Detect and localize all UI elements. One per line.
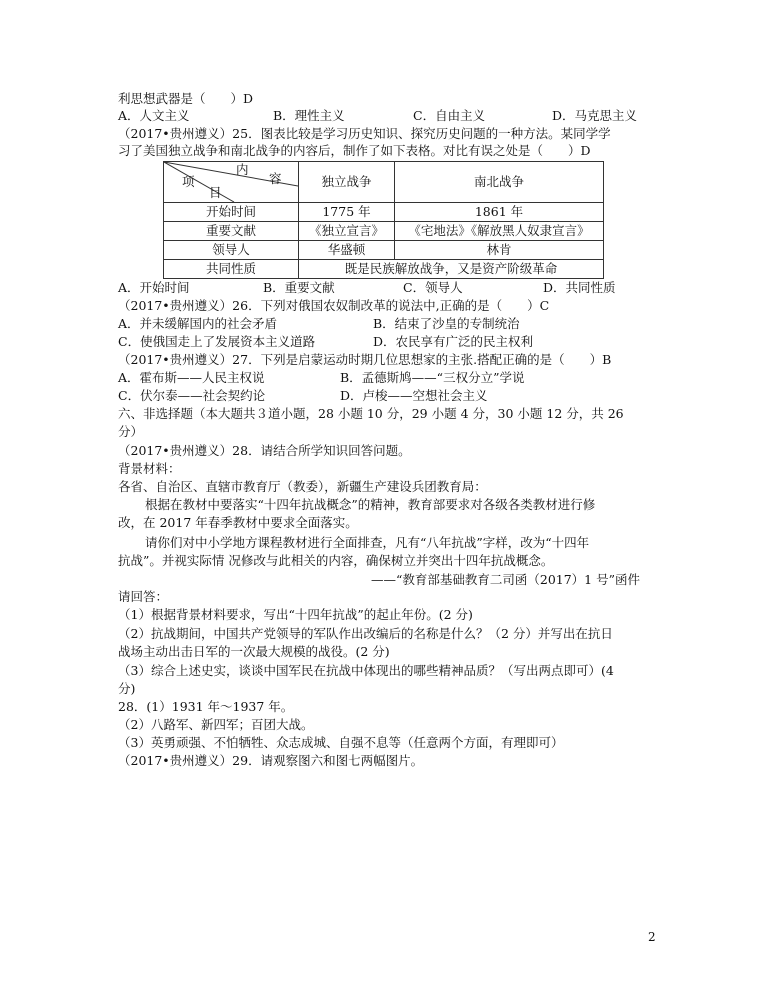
- corner-label: 容: [269, 171, 282, 186]
- table-cell: 《独立宣言》: [299, 222, 395, 241]
- option-b: B．孟德斯鸠——“三权分立”学说: [340, 370, 525, 385]
- row-label: 开始时间: [164, 203, 299, 222]
- option-d: D．共同性质: [543, 280, 616, 295]
- material-text: 抗战”。并视实际情 况修改与此相关的内容，确保树立并突出十四年抗战概念。: [118, 553, 554, 568]
- material-text: 各省、自治区、直辖市教育厅（教委），新疆生产建设兵团教育局：: [118, 479, 487, 494]
- option-a: A．开始时间: [118, 280, 190, 295]
- option-d: D．卢梭——空想社会主义: [340, 388, 488, 403]
- question-25-line1: （2017•贵州遵义）25．图表比较是学习历史知识、探究历史问题的一种方法。某同学学: [118, 126, 611, 141]
- answer-3: （3）英勇顽强、不怕牺牲、众志成城、自强不息等（任意两个方面，有理即可）: [118, 735, 564, 750]
- option-a: A．霍布斯——人民主权说: [118, 370, 265, 385]
- sub-question-2-cont: 战场主动出击日军的一次最大规模的战役。(2 分): [118, 644, 390, 659]
- question-27: （2017•贵州遵义）27．下列是启蒙运动时期几位思想家的主张.搭配正确的是（ ）B: [118, 352, 612, 367]
- option-d: D．农民享有广泛的民主权利: [373, 334, 534, 349]
- corner-label: 项: [182, 174, 195, 189]
- option-d: D．马克思主义: [552, 108, 638, 123]
- option-a: A．人文主义: [118, 108, 190, 123]
- sub-question-3: （3）综合上述史实，谈谈中国军民在抗战中体现出的哪些精神品质？（写出两点即可）(4: [118, 663, 614, 678]
- question-29: （2017•贵州遵义）29．请观察图六和图七两幅图片。: [118, 753, 424, 768]
- material-text: 改，在 2017 年春季教材中要求全面落实。: [118, 515, 358, 530]
- comparison-table: [163, 161, 604, 279]
- table-cell-merged: 既是民族解放战争，又是资产阶级革命: [299, 260, 604, 279]
- table-cell: 《宅地法》《解放黑人奴隶宣言》: [395, 222, 604, 241]
- corner-label: 目: [209, 185, 222, 200]
- row-label: 领导人: [164, 241, 299, 260]
- material-text: 根据在教材中要落实“十四年抗战概念”的精神，教育部要求对各级各类教材进行修: [145, 497, 596, 512]
- option-b: B．结束了沙皇的专制统治: [373, 316, 520, 331]
- question-26: （2017•贵州遵义）26．下列对俄国农奴制改革的说法中,正确的是（ ）C: [118, 298, 550, 313]
- table-cell: 华盛顿: [299, 241, 395, 260]
- option-b: B．理性主义: [273, 108, 345, 123]
- row-label: 共同性质: [164, 260, 299, 279]
- sub-question-1: （1）根据背景材料要求，写出“十四年抗战”的起止年份。(2 分): [118, 607, 473, 622]
- table-cell: 林肯: [395, 241, 604, 260]
- text-line: 利思想武器是（ ）D: [118, 91, 254, 106]
- material-text: 请你们对中小学地方课程教材进行全面排查，凡有“八年抗战”字样，改为“十四年: [145, 535, 590, 550]
- sub-question-2: （2）抗战期间，中国共产党领导的军队作出改编后的名称是什么？（2 分）并写出在抗日: [118, 626, 613, 641]
- corner-label: 内: [236, 162, 249, 177]
- material-label: 背景材料：: [118, 461, 181, 476]
- material-source: ——“教育部基础教育二司函（2017）1 号”函件: [370, 572, 640, 587]
- option-c: C．伏尔泰——社会契约论: [118, 388, 266, 403]
- option-b: B．重要文献: [263, 280, 335, 295]
- question-28: （2017•贵州遵义）28．请结合所学知识回答问题。: [118, 443, 411, 458]
- section-heading: 六、非选择题（本大题共３道小题，28 小题 10 分，29 小题 4 分，30 小题 12 分，共 26: [118, 406, 624, 421]
- option-a: A．并未缓解国内的社会矛盾: [118, 316, 278, 331]
- option-c: C．领导人: [403, 280, 463, 295]
- column-header: 南北战争: [395, 162, 604, 203]
- column-header: 独立战争: [299, 162, 395, 203]
- prompt-label: 请回答：: [118, 589, 169, 604]
- table-cell: 1861 年: [395, 203, 604, 222]
- option-c: C．自由主义: [413, 108, 486, 123]
- sub-question-3-cont: 分): [118, 681, 136, 696]
- option-c: C．使俄国走上了发展资本主义道路: [118, 334, 316, 349]
- question-25-line2: 习了美国独立战争和南北战争的内容后，制作了如下表格。对比有误之处是（ ）D: [118, 143, 591, 158]
- answer-1: 28．(1）1931 年～1937 年。: [118, 699, 294, 714]
- page-number: 2: [648, 930, 656, 944]
- row-label: 重要文献: [164, 222, 299, 241]
- section-heading-cont: 分）: [118, 424, 144, 439]
- table-corner-cell: [164, 162, 299, 203]
- answer-2: （2）八路军、新四军；百团大战。: [118, 717, 314, 732]
- table-cell: 1775 年: [299, 203, 395, 222]
